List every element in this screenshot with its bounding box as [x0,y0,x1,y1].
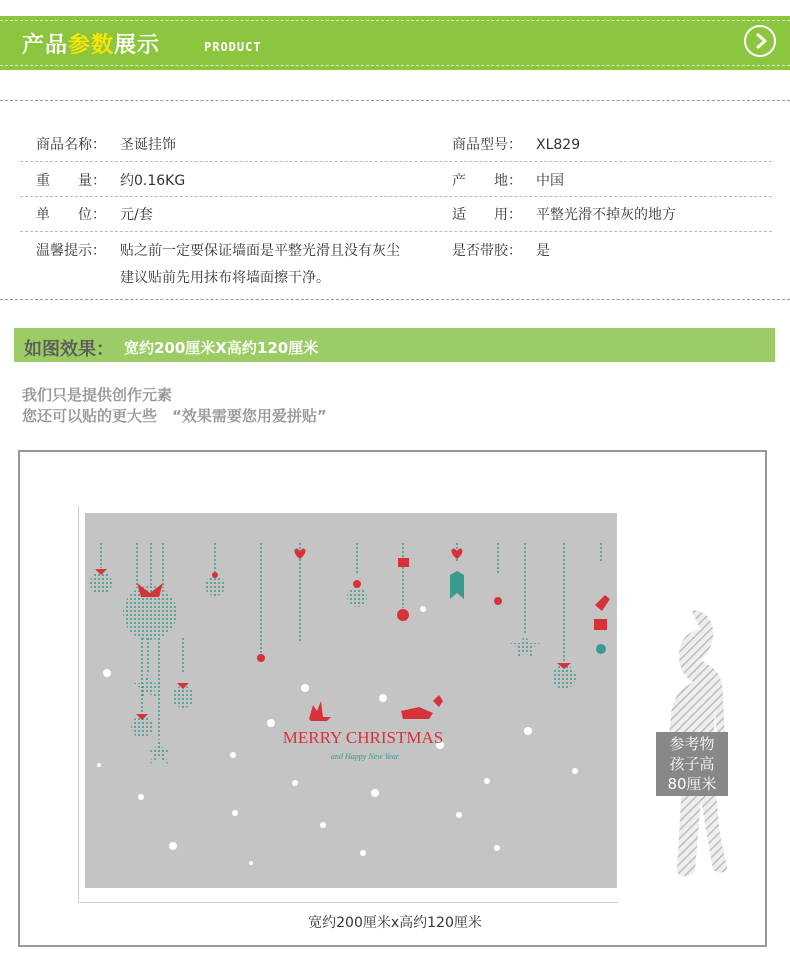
divider [0,299,790,300]
spec-origin: 产 地： 中国 [452,173,564,189]
section-title-highlight: 参数 [68,33,115,58]
spec-tip-line2: 建议贴前先用抹布将墙面擦干净。 [120,270,330,286]
reindeer-sleigh-icon [309,695,443,721]
effect-value: 宽约200厘米X高约120厘米 [124,339,319,357]
spec-unit: 单 位： 元/套 [36,207,153,223]
row-divider [20,196,772,197]
spec-tip: 温馨提示： 贴之前一定要保证墙面是平整光滑且没有灰尘 [36,243,400,259]
banner-dash-bottom [0,65,790,66]
chevron-right-icon[interactable] [744,25,776,57]
divider [0,100,790,101]
row-divider [20,161,772,162]
wall-line [78,902,618,903]
section-title: 产品参数展示 [22,33,161,58]
reference-label: 参考物 孩子高 80厘米 [656,732,728,796]
note-line1: 我们只是提供创作元素 [22,386,173,404]
poster-headline: MERRY CHRISTMAS [282,728,444,747]
effect-bar [14,328,775,362]
poster-subline: and Happy New Year [331,752,399,761]
spec-glue: 是否带胶： 是 [452,243,550,259]
spec-model: 商品型号： XL829 [452,137,581,153]
spec-name: 商品名称： 圣诞挂饰 [36,137,176,153]
christmas-decoration-art [85,513,617,888]
section-subtitle: PRODUCT [204,40,262,54]
spec-weight: 重 量： 约0.16KG [36,173,186,189]
section-header-banner [0,16,790,70]
size-caption: 宽约200厘米x高约120厘米 [308,915,482,931]
wall-line [78,506,79,903]
note-line2: 您还可以贴的更大些 “效果需要您用爱拼贴” [22,407,327,425]
product-poster-image [85,513,617,888]
effect-label: 如图效果： [24,339,114,360]
row-divider [20,231,772,232]
spec-usage: 适 用： 平整光滑不掉灰的地方 [452,207,676,223]
banner-dash-top [0,20,790,21]
